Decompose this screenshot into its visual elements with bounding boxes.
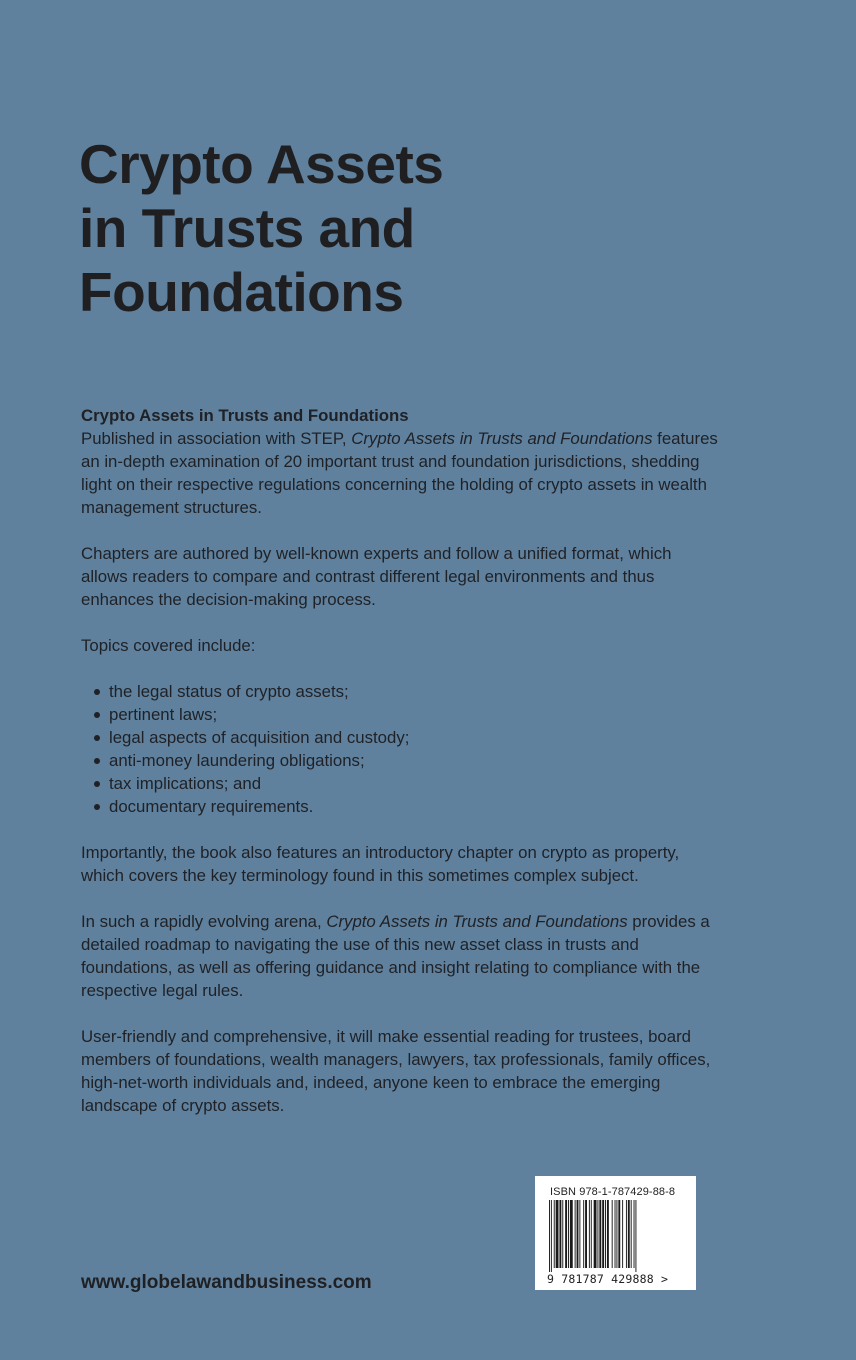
barcode-bar bbox=[554, 1200, 555, 1268]
barcode-bar bbox=[599, 1200, 601, 1268]
blurb-paragraph-5: User-friendly and comprehensive, it will make essential reading for trustees, board members of foundations, wealth managers, lawyers, tax professionals, family offices, high-net-worth individuals and, indeed, anyone keen to embrace the emerging landscape of crypto assets. bbox=[81, 1027, 711, 1115]
title-line-1: Crypto Assets bbox=[79, 133, 444, 195]
barcode-bar bbox=[551, 1200, 552, 1272]
barcode-bar bbox=[628, 1200, 630, 1268]
book-title bbox=[79, 132, 719, 324]
barcode-bar bbox=[602, 1200, 604, 1268]
barcode-bar bbox=[612, 1200, 613, 1268]
barcode-bar bbox=[562, 1200, 563, 1268]
blurb bbox=[81, 404, 721, 1117]
barcode-bar bbox=[618, 1200, 620, 1268]
topic-item: tax implications; and bbox=[81, 772, 721, 795]
barcode-bar bbox=[570, 1200, 573, 1268]
p1-rest: features an in-depth examination of 20 important trust and foundation jurisdictions, shedding light on their respective regulations concerning the holding of crypto assets in wealth management structures. bbox=[81, 429, 718, 517]
topic-item: pertinent laws; bbox=[81, 703, 721, 726]
barcode-bar bbox=[634, 1200, 635, 1268]
barcode-bar bbox=[607, 1200, 609, 1268]
barcode-digits: 9 781787 429888 > bbox=[547, 1272, 669, 1286]
p4-lead: In such a rapidly evolving arena, bbox=[81, 912, 327, 931]
barcode-bar bbox=[635, 1200, 636, 1272]
barcode-bar bbox=[559, 1200, 561, 1268]
topic-item: the legal status of crypto assets; bbox=[81, 680, 721, 703]
blurb-paragraph-3: Importantly, the book also features an introductory chapter on crypto as property, which covers the key terminology found in this sometimes complex subject. bbox=[81, 843, 680, 885]
topic-item: legal aspects of acquisition and custody; bbox=[81, 726, 721, 749]
barcode-bar bbox=[575, 1200, 576, 1268]
barcode-bar bbox=[565, 1200, 567, 1268]
blurb-paragraph-1 bbox=[81, 404, 721, 519]
barcode-bar bbox=[615, 1200, 616, 1268]
barcode-bar bbox=[631, 1200, 632, 1268]
p1-book-title: Crypto Assets in Trusts and Foundations bbox=[351, 429, 653, 448]
barcode-bar bbox=[589, 1200, 590, 1268]
p4-book-title: Crypto Assets in Trusts and Foundations bbox=[326, 912, 628, 931]
title-line-3: Foundations bbox=[79, 261, 404, 323]
barcode-bar bbox=[594, 1200, 597, 1268]
topic-item: anti-money laundering obligations; bbox=[81, 749, 721, 772]
title-line-2: in Trusts and bbox=[79, 197, 415, 259]
barcode-bar bbox=[549, 1200, 550, 1272]
blurb-paragraph-4 bbox=[81, 910, 721, 1002]
barcode-bar bbox=[597, 1200, 598, 1268]
isbn-label: ISBN 978-1-787429-88-8 bbox=[550, 1186, 676, 1198]
barcode-bar bbox=[591, 1200, 592, 1268]
barcode-bar bbox=[583, 1200, 584, 1268]
barcode-bar bbox=[585, 1200, 587, 1268]
barcode-bar bbox=[579, 1200, 580, 1268]
barcode-bar bbox=[622, 1200, 623, 1268]
blurb-heading: Crypto Assets in Trusts and Foundations bbox=[81, 406, 409, 425]
p4-rest: provides a detailed roadmap to navigating the use of this new asset class in trusts and foundations, as well as offering guidance and insight relating to compliance with the respective legal rules. bbox=[81, 912, 710, 1000]
barcode-bar bbox=[626, 1200, 627, 1268]
topic-item: documentary requirements. bbox=[81, 795, 721, 818]
blurb-paragraph-2: Chapters are authored by well-known experts and follow a unified format, which allows readers to compare and contrast different legal environments and thus enhances the decision-making process. bbox=[81, 544, 672, 609]
isbn-barcode bbox=[535, 1176, 696, 1290]
topics-intro: Topics covered include: bbox=[81, 636, 256, 655]
publisher-website: www.globelawandbusiness.com bbox=[81, 1272, 372, 1293]
barcode-bar bbox=[605, 1200, 606, 1268]
p1-lead: Published in association with STEP, bbox=[81, 429, 352, 448]
barcode-bar bbox=[568, 1200, 569, 1268]
barcode-graphic bbox=[547, 1200, 685, 1272]
barcode-bar bbox=[556, 1200, 559, 1268]
barcode-bar bbox=[577, 1200, 579, 1268]
barcode-bar bbox=[616, 1200, 617, 1268]
topics-list bbox=[81, 680, 721, 818]
